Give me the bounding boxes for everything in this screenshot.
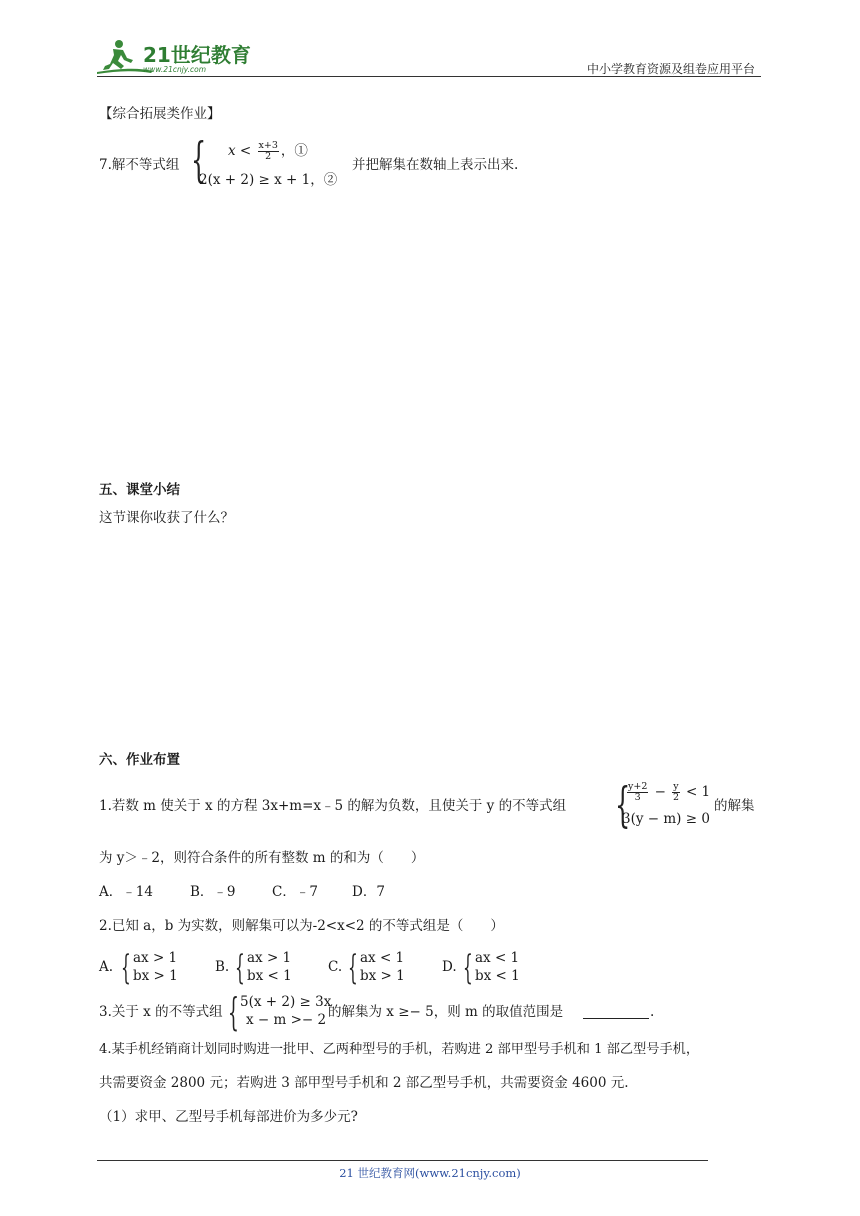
q2-option-a-label: A.: [99, 959, 114, 975]
header-divider: [97, 76, 761, 77]
extend-section-title: 【综合拓展类作业】: [99, 106, 221, 122]
logo-text: 21世纪教育: [143, 43, 251, 67]
q2-option-b-l1: ax > 1: [247, 950, 292, 966]
q1-option-a: A．﹣14: [99, 884, 153, 900]
logo-url: www.21cnjy.com: [143, 65, 207, 74]
footer-link[interactable]: 21 世纪教育网(www.21cnjy.com): [339, 1166, 521, 1180]
q3-brace: {: [228, 990, 239, 1034]
q2-option-b-label: B.: [215, 959, 230, 975]
q7-suffix: 并把解集在数轴上表示出来.: [352, 157, 519, 173]
q1-inequality-2: 3(y − m) ≥ 0: [622, 811, 710, 827]
q2-option-c-l2: bx > 1: [360, 968, 405, 984]
q1-line2: 为 y＞﹣2，则符合条件的所有整数 m 的和为（ ）: [99, 850, 425, 866]
summary-prompt: 这节课你收获了什么？: [99, 510, 234, 526]
q2-option-c-brace: {: [348, 948, 358, 988]
q1-option-d: D．7: [352, 884, 385, 900]
q3-suffix: 的解集为 x ≥− 5，则 m 的取值范围是: [328, 1004, 564, 1020]
q2-option-c-label: C.: [328, 959, 343, 975]
site-logo: [93, 38, 263, 76]
q3-end: .: [650, 1004, 655, 1020]
q2-option-b-brace: {: [235, 948, 245, 988]
q2-option-d-l1: ax < 1: [475, 950, 520, 966]
q4-line1: 4.某手机经销商计划同时购进一批甲、乙两种型号的手机，若购进 2 部甲型号手机和 1 部乙型号手机，: [99, 1042, 700, 1057]
q3-inequality-2: x − m >− 2: [246, 1012, 327, 1028]
q1-text: 1.若数 m 使关于 x 的方程 3x+m=x﹣5 的解为负数，且使关于 y 的不等式组: [99, 798, 567, 814]
q2-option-a-brace: {: [121, 948, 131, 988]
q4-sub1: （1）求甲、乙型号手机每部进价为多少元?: [99, 1109, 358, 1125]
q2-option-d-l2: bx < 1: [475, 968, 520, 984]
q2-option-d-label: D.: [442, 959, 457, 975]
summary-section-title: 五、课堂小结: [99, 482, 180, 498]
q4-line2: 共需要资金 2800 元；若购进 3 部甲型号手机和 2 部乙型号手机，共需要资金 4600 元.: [99, 1075, 629, 1091]
q2-option-a-l1: ax > 1: [133, 950, 178, 966]
q3-inequality-1: 5(x + 2) ≥ 3x: [240, 994, 332, 1010]
q2-option-b-l2: bx < 1: [247, 968, 292, 984]
footer-divider: [97, 1160, 708, 1161]
q2-option-a-l2: bx > 1: [133, 968, 178, 984]
q1-option-b: B．﹣9: [190, 884, 236, 900]
q7-brace: {: [191, 132, 207, 188]
q2-option-c-l1: ax < 1: [360, 950, 405, 966]
q2-option-d-brace: {: [463, 948, 473, 988]
q1-after: 的解集: [714, 798, 755, 814]
q7-inequality-2: 2(x + 2) ≥ x + 1，②: [199, 172, 338, 188]
q3-prefix: 3.关于 x 的不等式组: [99, 1004, 223, 1020]
q1-inequality-1: $\frac{y+2}{3}$ − $\frac{y}{2}$ < 1: [628, 781, 711, 803]
homework-section-title: 六、作业布置: [99, 752, 180, 768]
q1-brace: {: [615, 777, 631, 833]
q2-text: 2.已知 a，b 为实数，则解集可以为-2<x<2 的不等式组是（ ）: [99, 918, 504, 934]
header-site-title: 中小学教育资源及组卷应用平台: [586, 62, 755, 76]
q7-inequality-1: x < $\frac{x+3}{2}$ ，①: [228, 140, 308, 162]
q3-answer-blank: [583, 1004, 649, 1023]
q1-option-c: C．﹣7: [272, 884, 318, 900]
q7-prefix: 7.解不等式组: [99, 157, 180, 173]
